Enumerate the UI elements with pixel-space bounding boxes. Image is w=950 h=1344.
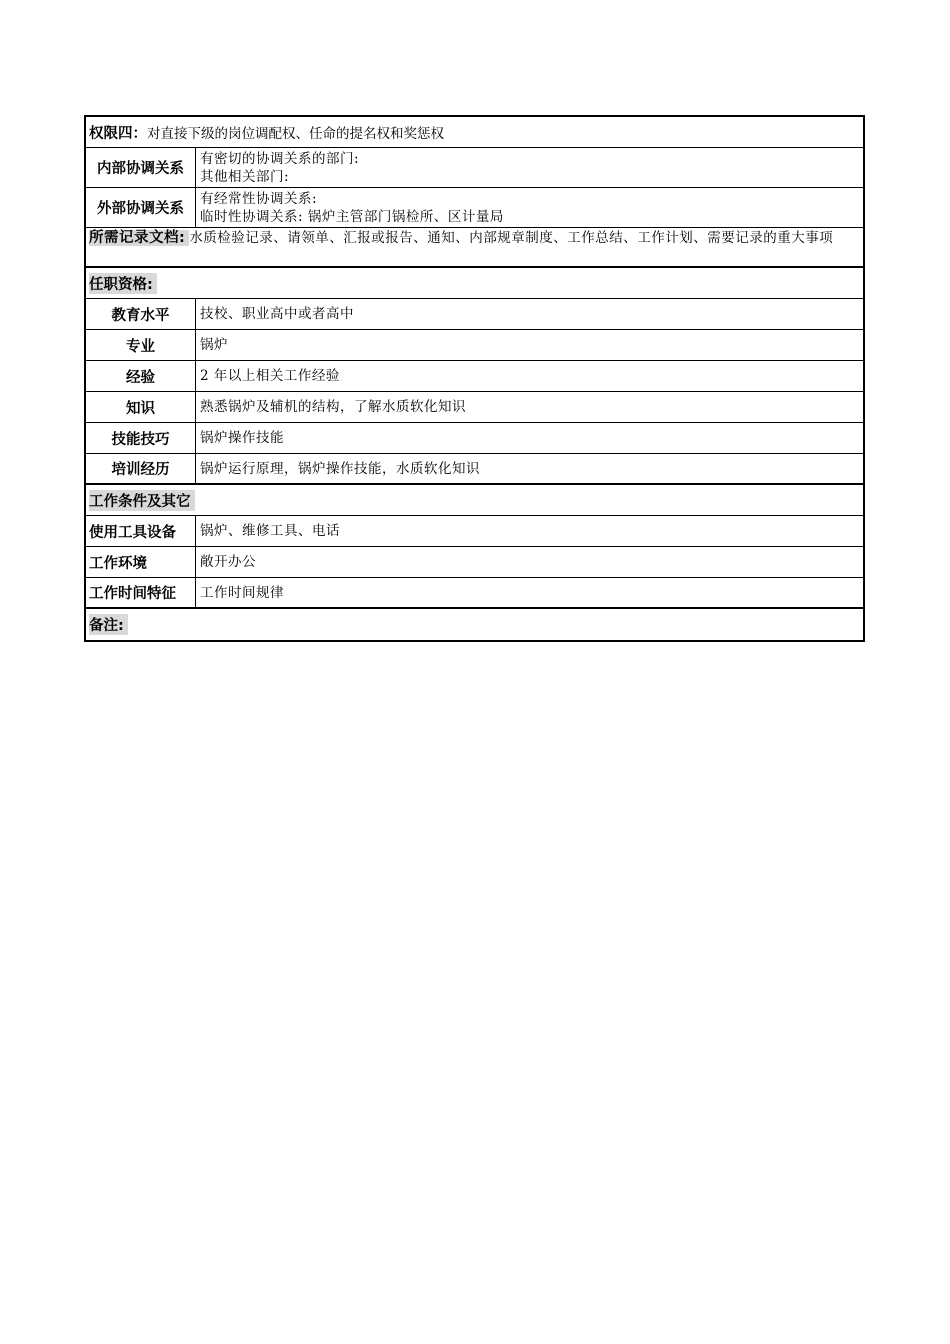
external-coordination-row: [86, 188, 863, 228]
condition-row: [86, 547, 863, 578]
internal-coordination-label: 内部协调关系: [86, 148, 196, 187]
qualification-row: [86, 361, 863, 392]
qualification-value: 技校、职业高中或者高中: [200, 306, 354, 322]
condition-label: 使用工具设备: [86, 516, 196, 546]
records-text: 水质检验记录、请领单、汇报或报告、通知、内部规章制度、工作总结、工作计划、需要记录的重大事项: [189, 230, 834, 246]
qualification-row: [86, 330, 863, 361]
qualification-value: 熟悉锅炉及辅机的结构，了解水质软化知识: [200, 399, 466, 415]
qualification-value: 锅炉操作技能: [200, 430, 284, 446]
qualifications-header: 任职资格:: [89, 273, 157, 294]
qualification-value: 2 年以上相关工作经验: [200, 368, 340, 384]
qualification-row: [86, 423, 863, 454]
qualification-row: [86, 392, 863, 423]
qualification-label: 教育水平: [86, 299, 196, 329]
condition-value: 锅炉、维修工具、电话: [200, 523, 340, 539]
conditions-header: 工作条件及其它: [89, 490, 195, 511]
authority-label: 权限四：: [89, 125, 147, 142]
job-description-table: [84, 115, 865, 642]
records-row: [86, 228, 863, 268]
qualification-row: [86, 454, 863, 485]
condition-label: 工作时间特征: [86, 578, 196, 607]
qualification-label: 知识: [86, 392, 196, 422]
external-coordination-line1: 有经常性协调关系:: [200, 190, 318, 207]
qualification-label: 培训经历: [86, 454, 196, 483]
qualification-label: 技能技巧: [86, 423, 196, 453]
records-label: 所需记录文档:: [89, 230, 189, 246]
conditions-header-row: [86, 485, 863, 516]
condition-value: 工作时间规律: [200, 584, 284, 601]
internal-coordination-line1: 有密切的协调关系的部门:: [200, 150, 360, 167]
condition-label: 工作环境: [86, 547, 196, 577]
qualification-value: 锅炉: [200, 337, 228, 353]
qualifications-header-row: [86, 268, 863, 299]
internal-coordination-row: [86, 148, 863, 188]
remarks-row: [86, 609, 863, 640]
condition-row: [86, 578, 863, 609]
qualification-row: [86, 299, 863, 330]
qualification-label: 经验: [86, 361, 196, 391]
internal-coordination-line2: 其他相关部门:: [200, 168, 290, 185]
external-coordination-label: 外部协调关系: [86, 188, 196, 227]
condition-value: 敞开办公: [200, 554, 256, 570]
external-coordination-line2: 临时性协调关系: 锅炉主管部门锅检所、区计量局: [200, 208, 504, 225]
condition-row: [86, 516, 863, 547]
remarks-label: 备注:: [89, 614, 128, 635]
authority-text: 对直接下级的岗位调配权、任命的提名权和奖惩权: [147, 126, 444, 142]
qualification-label: 专业: [86, 330, 196, 360]
authority-row: [86, 117, 863, 148]
qualification-value: 锅炉运行原理，锅炉操作技能，水质软化知识: [200, 460, 480, 477]
